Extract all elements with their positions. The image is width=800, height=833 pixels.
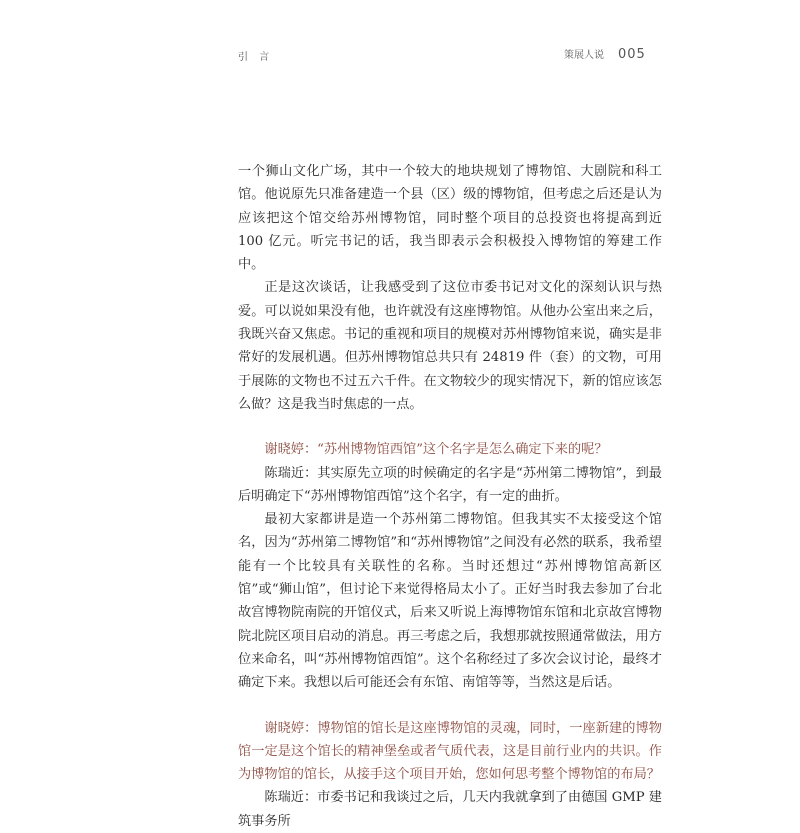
answer: 陈瑞近：其实原先立项的时候确定的名字是“苏州第二博物馆”，到最后明确定下“苏州博物馆西馆”这个名字，有一定的曲折。	[238, 465, 662, 504]
paragraph: 正是这次谈话，让我感受到了这位市委书记对文化的深刻认识与热爱。可以说如果没有他，也许就没有这座博物馆。从他办公室出来之后，我既兴奋又焦虑。书记的重视和项目的规模对苏州博物馆来说，确实是非常好的发展机遇。但苏州博物馆总共只有 24819 件（套）的文物，可用于展陈的文物也不过五六千件。在文物较少的现实情况下，新的馆应该怎么做？这是我当时焦虑的一点。	[238, 280, 662, 412]
spacer	[238, 416, 662, 438]
question: 谢晓婷：博物馆的馆长是这座博物馆的灵魂，同时，一座新建的博物馆一定是这个馆长的精神堡垒或者气质代表，这是目前行业内的共识。作为博物馆的馆长，从接手这个项目开始，您如何思考整个博物馆的布局？	[238, 720, 662, 783]
chapter-title: 引 言	[238, 52, 274, 63]
body-text	[238, 160, 662, 833]
paragraph: 一个狮山文化广场，其中一个较大的地块规划了博物馆、大剧院和科工馆。他说原先只准备建造一个县（区）级的博物馆，但考虑之后还是认为应该把这个馆交给苏州博物馆，同时整个项目的总投资也将提高到近 100 亿元。听完书记的话，我当即表示会积极投入博物馆的筹建工作中。	[238, 164, 662, 273]
answer: 陈瑞近：市委书记和我谈过之后，几天内我就拿到了由德国 GMP 建筑事务所	[238, 790, 662, 829]
question: 谢晓婷：“苏州博物馆西馆”这个名字是怎么确定下来的呢？	[264, 442, 608, 458]
page-number: 005	[618, 47, 646, 62]
running-header	[564, 46, 646, 62]
spacer	[238, 695, 662, 717]
section-title: 策展人说	[564, 50, 604, 61]
paragraph: 最初大家都讲是造一个苏州第二博物馆。但我其实不太接受这个馆名，因为“苏州第二博物馆”和“苏州博物馆”之间没有必然的联系，我希望能有一个比较具有关联性的名称。当时还想过“苏州博物馆高新区馆”或“狮山馆”，但讨论下来觉得格局太小了。正好当时我去参加了台北故宫博物院南院的开馆仪式，后来又听说上海博物馆东馆和北京故宫博物院北院区项目启动的消息。再三考虑之后，我想那就按照通常做法，用方位来命名，叫“苏州博物馆西馆”。这个名称经过了多次会议讨论，最终才确定下来。我想以后可能还会有东馆、南馆等等，当然这是后话。	[238, 512, 662, 691]
